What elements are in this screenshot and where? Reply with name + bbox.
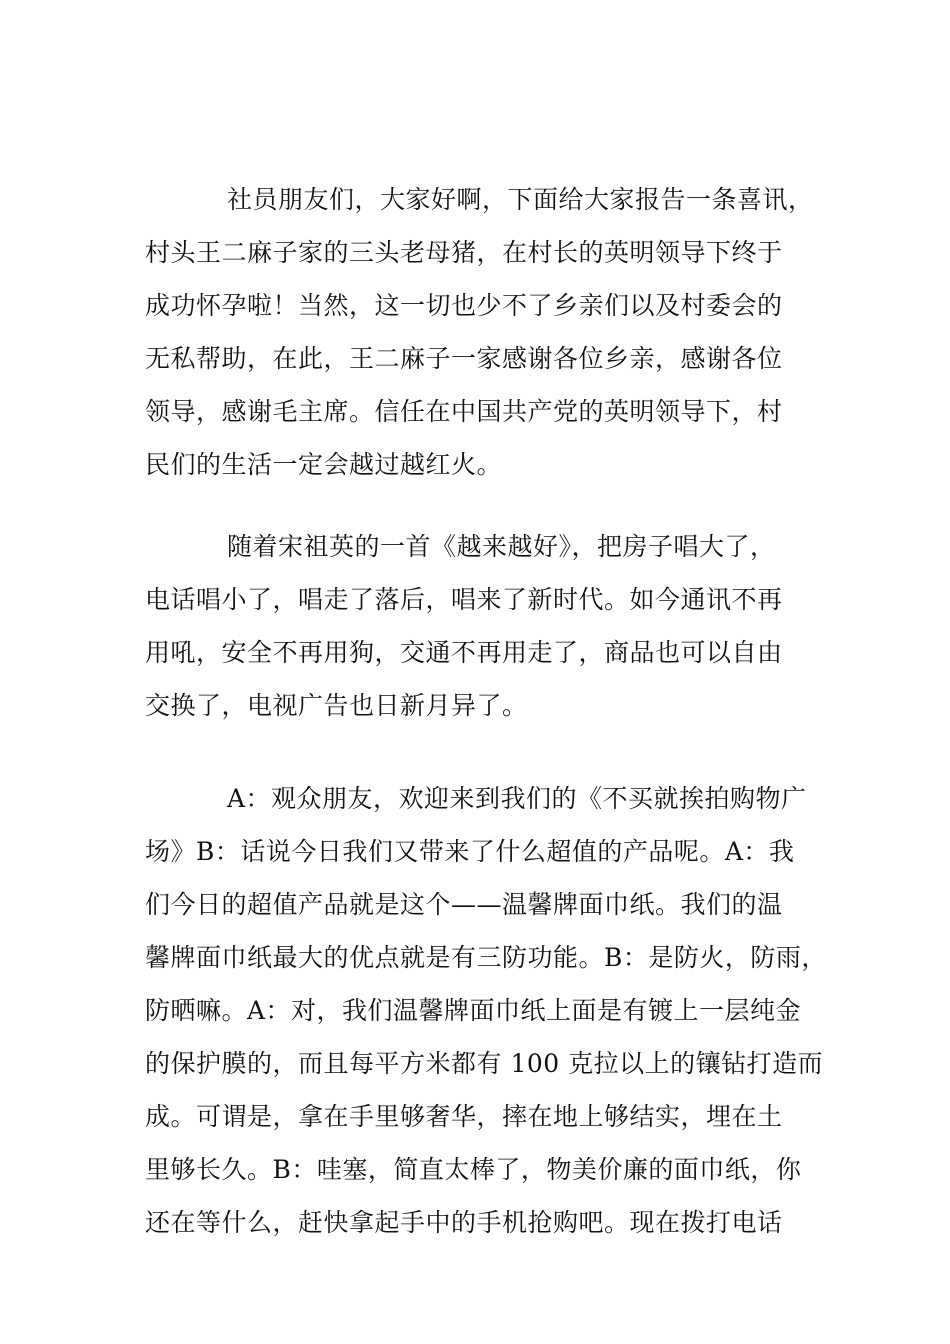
paragraph-line: 场》B：话说今日我们又带来了什么超值的产品呢。A：我 [145, 837, 795, 866]
paragraph-line: 社员朋友们，大家好啊，下面给大家报告一条喜讯， [227, 185, 814, 214]
paragraph-line: 的保护膜的，而且每平方米都有 100 克拉以上的镶钻打造而 [145, 1049, 824, 1078]
paragraph-line: 防晒嘛。A：对，我们温馨牌面巾纸上面是有镀上一层纯金 [145, 996, 802, 1025]
paragraph-line: 村头王二麻子家的三头老母猪，在村长的英明领导下终于 [145, 238, 783, 267]
paragraph-line: 无私帮助，在此，王二麻子一家感谢各位乡亲，感谢各位 [145, 344, 783, 373]
paragraph-line: 电话唱小了，唱走了落后，唱来了新时代。如今通讯不再 [145, 585, 783, 614]
paragraph-line: A：观众朋友，欢迎来到我们的《不买就挨拍购物广 [227, 784, 807, 813]
paragraph-line: 馨牌面巾纸最大的优点就是有三防功能。B：是防火，防雨， [145, 943, 827, 972]
paragraph-line: 里够长久。B：哇塞，简直太棒了，物美价廉的面巾纸，你 [145, 1155, 802, 1184]
paragraph-line: 成。可谓是，拿在手里够奢华，摔在地上够结实，埋在土 [145, 1102, 783, 1131]
paragraph-line: 们今日的超值产品就是这个——温馨牌面巾纸。我们的温 [145, 890, 783, 919]
paragraph-line: 领导，感谢毛主席。信任在中国共产党的英明领导下，村 [145, 397, 783, 426]
paragraph-line: 民们的生活一定会越过越红火。 [145, 450, 503, 479]
paragraph-line: 成功怀孕啦！当然，这一切也少不了乡亲们以及村委会的 [145, 291, 783, 320]
paragraph-line: 随着宋祖英的一首《越来越好》，把房子唱大了， [227, 532, 776, 561]
paragraph-line: 用吼，安全不再用狗，交通不再用走了，商品也可以自由 [145, 638, 783, 667]
paragraph-line: 交换了，电视广告也日新月异了。 [145, 691, 528, 720]
paragraph-line: 还在等什么，赶快拿起手中的手机抢购吧。现在拨打电话 [145, 1208, 783, 1237]
